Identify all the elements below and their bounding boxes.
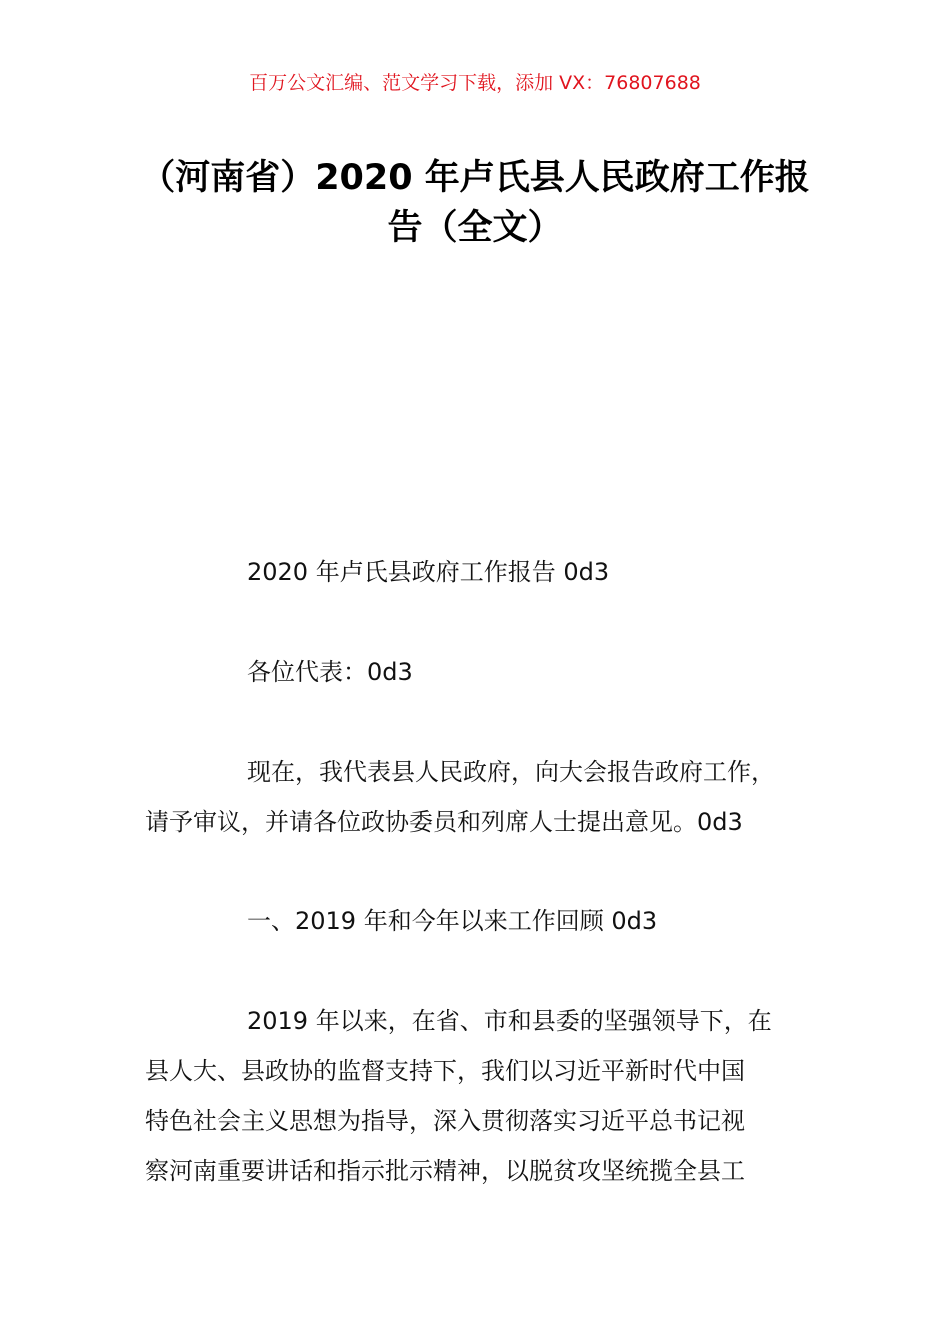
paragraph-line: 现在，我代表县人民政府，向大会报告政府工作，	[247, 758, 775, 786]
header-note: 百万公文汇编、范文学习下载，添加 VX：76807688	[249, 72, 701, 94]
paragraph-line: 县人大、县政协的监督支持下，我们以习近平新时代中国	[145, 1057, 745, 1085]
document-title-line-1: （河南省）2020 年卢氏县人民政府工作报	[140, 158, 810, 198]
paragraph-line: 2019 年以来，在省、市和县委的坚强领导下，在	[247, 1007, 772, 1035]
salutation: 各位代表：0d3	[247, 658, 413, 686]
paragraph-line: 请予审议，并请各位政协委员和列席人士提出意见。0d3	[145, 808, 743, 836]
paragraph-line: 察河南重要讲话和指示批示精神，以脱贫攻坚统揽全县工	[145, 1157, 745, 1185]
paragraph-heading: 2020 年卢氏县政府工作报告 0d3	[247, 558, 610, 586]
document-title-line-2: 告（全文）	[387, 208, 563, 248]
section-heading: 一、2019 年和今年以来工作回顾 0d3	[247, 907, 658, 935]
paragraph-line: 特色社会主义思想为指导，深入贯彻落实习近平总书记视	[145, 1107, 745, 1135]
